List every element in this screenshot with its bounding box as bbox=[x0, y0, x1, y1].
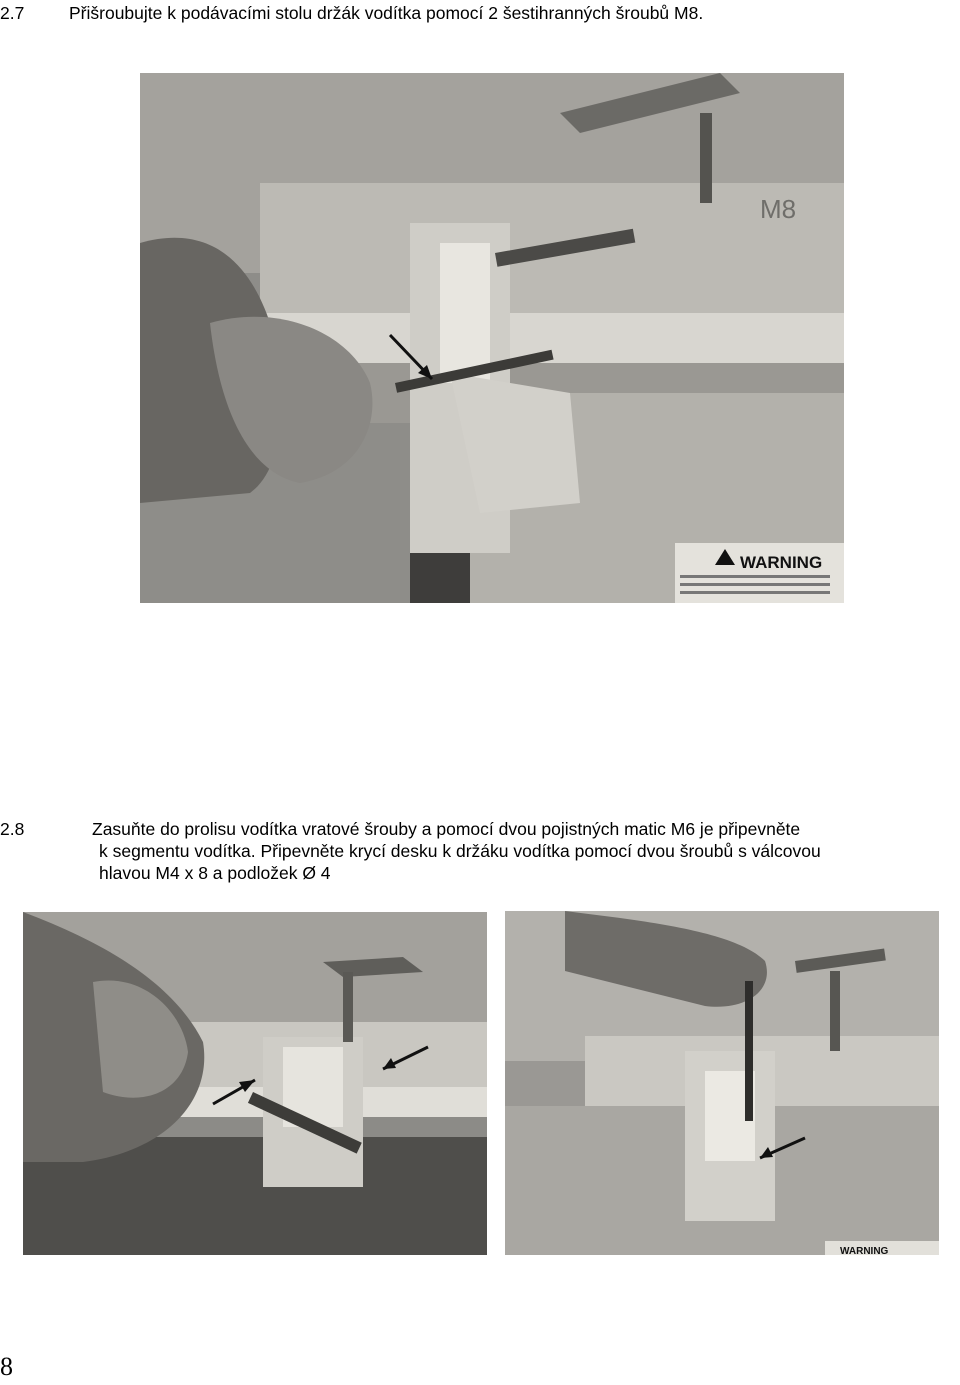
assembly-photo-carriage-bolts bbox=[23, 912, 487, 1255]
inset-label: M8 bbox=[760, 194, 797, 224]
warning-label: WARNING bbox=[740, 553, 823, 572]
step-text-line-2: k segmentu vodítka. Připevněte krycí desku k držáku vodítka pomocí dvou šroubů s válcovou bbox=[99, 841, 821, 861]
step-text: Přišroubujte k podávacími stolu držák vodítka pomocí 2 šestihranných šroubů M8. bbox=[69, 3, 704, 23]
step-text-line-1: Zasuňte do prolisu vodítka vratové šrouby a pomocí dvou pojistných matic M6 je připevněte bbox=[92, 819, 801, 839]
assembly-photo-fence-bracket bbox=[140, 73, 844, 603]
assembly-photo-cover-plate bbox=[505, 911, 939, 1255]
page-number: 8 bbox=[0, 1352, 13, 1381]
warning-label: WARNING bbox=[840, 1246, 889, 1255]
step-number: 2.7 bbox=[0, 3, 25, 23]
step-number: 2.8 bbox=[0, 819, 25, 839]
step-text-line-3: hlavou M4 x 8 a podložek Ø 4 bbox=[99, 863, 331, 883]
